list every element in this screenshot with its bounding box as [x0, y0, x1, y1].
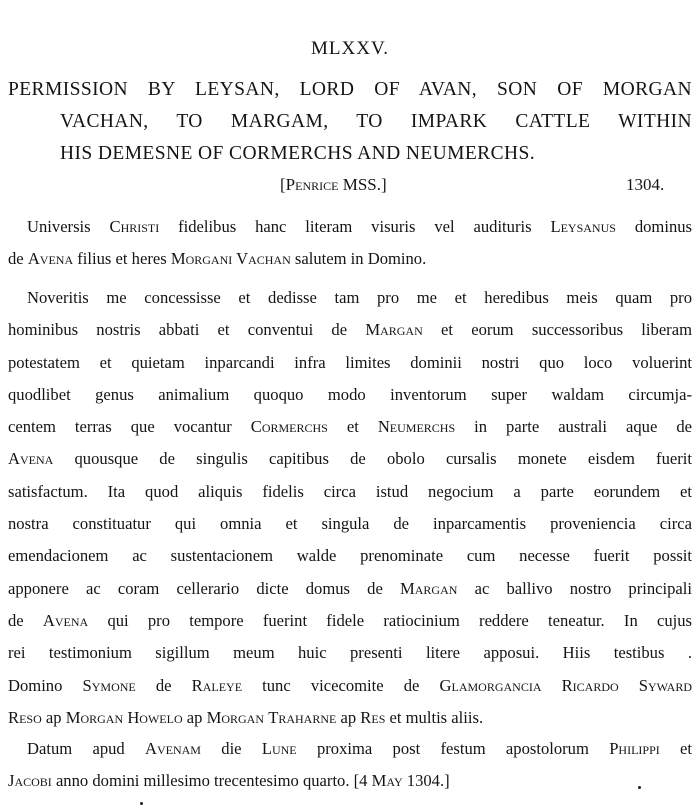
- source-reference: [280, 175, 387, 195]
- text-line: Noveritis me concessisse et dedisse tam pro me et heredibus meis quam pro: [27, 288, 692, 307]
- paragraph-address: [8, 211, 692, 276]
- paragraph-grant: [8, 282, 692, 734]
- text-line: emendacionem ac sustentacionem walde prenominate cum necesse fuerit possit: [8, 546, 692, 566]
- text-line: Reso ap Morgan Howelo ap Morgan Traharne ap Res et multis aliis.: [8, 707, 484, 727]
- text-line: Domino Symone de Raleye tunc vicecomite de Glamorgancia Ricardo Syward: [8, 675, 692, 695]
- text-line: potestatem et quietam inparcandi infra limites dominii nostri quo loco voluerint: [8, 352, 692, 372]
- charter-year: 1304.: [626, 175, 665, 194]
- heading-line: PERMISSION BY LEYSAN, LORD OF AVAN, SON OF MORGAN: [8, 79, 692, 100]
- text-line: apponere ac coram cellerario dicte domus de Margan ac ballivo nostro principali: [8, 578, 693, 598]
- source-name: Penrice: [285, 175, 339, 194]
- charter-heading: [8, 74, 692, 170]
- ink-speck: [638, 786, 641, 789]
- charter-number: MLXXV.: [311, 38, 389, 59]
- text-line: nostra constituatur qui omnia et singula de inparcamentis proveniencia circa: [8, 514, 692, 534]
- text-line: Avena quousque de singulis capitibus de obolo cursalis monete eisdem fuerit: [8, 449, 692, 469]
- text-line: Datum apud Avenam die Lune proxima post festum apostolorum Philippi et: [27, 739, 693, 758]
- heading-line: HIS DEMESNE OF CORMERCHS AND NEUMERCHS.: [60, 143, 536, 164]
- text-line: de Avena filius et heres Morgani Vachan salutem in Domino.: [8, 249, 427, 269]
- text-line: centem terras que vocantur Cormerchs et Neumerchs in parte australi aque de: [8, 417, 692, 437]
- source-bracket: [: [280, 175, 286, 194]
- text-line: de Avena qui pro tempore fuerint fidele ratiocinium reddere teneatur. In cujus: [8, 610, 693, 630]
- heading-line: VACHAN, TO MARGAM, TO IMPARK CATTLE WITHIN: [60, 111, 692, 132]
- text-line: satisfactum. Ita quod aliquis fidelis circa istud negocium a parte eorundem et: [8, 481, 692, 501]
- source-rest: MSS.]: [338, 175, 387, 194]
- text-line: quodlibet genus animalium quoquo modo inventorum super waldam circumja-: [8, 384, 692, 404]
- text-line: Universis Christi fidelibus hanc literam visuris vel audituris Leysanus dominus: [27, 217, 692, 236]
- text-line: rei testimonium sigillum meum huic presenti litere apposui. Hiis testibus .: [8, 643, 692, 663]
- text-line: hominibus nostris abbati et conventui de Margan et eorum successoribus liberam: [8, 320, 692, 340]
- ink-speck: [140, 802, 143, 805]
- text-line: Jacobi anno domini millesimo trecentesimo quarto. [4 May 1304.]: [8, 771, 450, 791]
- paragraph-dating: [8, 733, 692, 798]
